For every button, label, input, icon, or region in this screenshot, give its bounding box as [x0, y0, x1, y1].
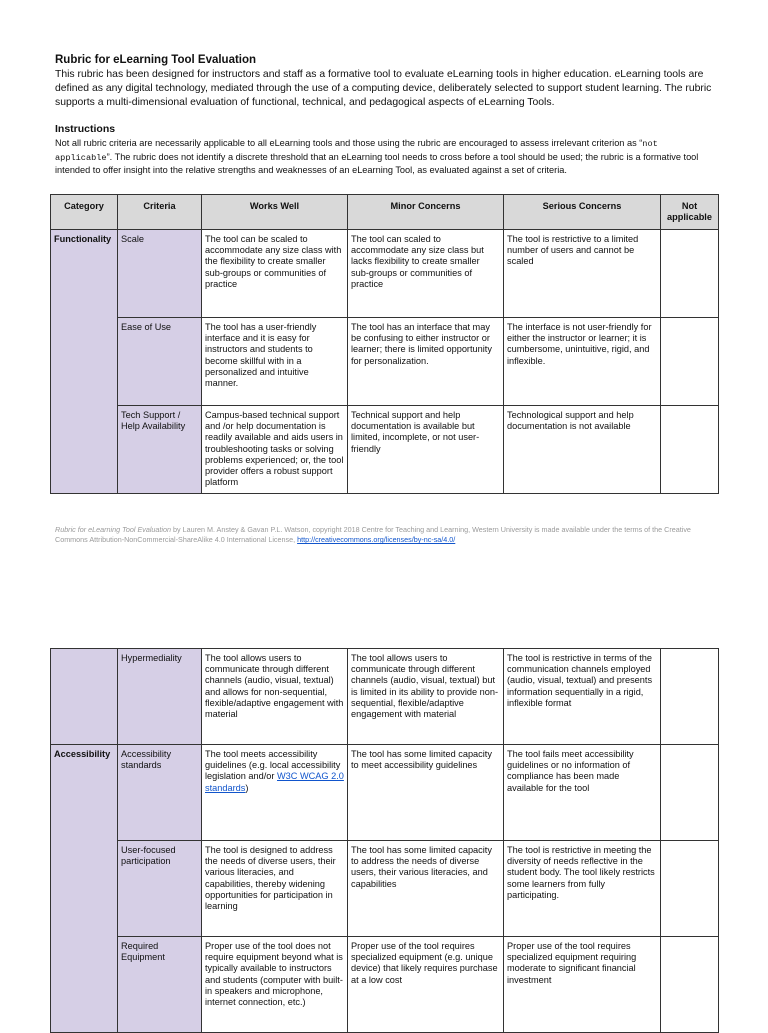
works-well-cell: [202, 745, 348, 841]
table-header-row: [51, 195, 719, 230]
serious-concerns-cell: The tool is restrictive in meeting the diversity of needs reflective in the student body. The tool likely restricts some learners from fully participating.: [504, 841, 661, 937]
header-category: Category: [51, 195, 118, 230]
header-serious-concerns: Serious Concerns: [504, 195, 661, 230]
wcag-link[interactable]: W3C WCAG 2.0 standards: [205, 771, 344, 793]
minor-concerns-cell: The tool has some limited capacity to address the needs of diverse users, their various literacies, and capabilities: [348, 841, 504, 937]
not-applicable-cell[interactable]: [661, 230, 719, 318]
not-applicable-cell[interactable]: [661, 841, 719, 937]
criteria-cell: User-focused participation: [118, 841, 202, 937]
not-applicable-cell[interactable]: [661, 649, 719, 745]
header-minor-concerns: Minor Concerns: [348, 195, 504, 230]
header-criteria: Criteria: [118, 195, 202, 230]
not-applicable-cell[interactable]: [661, 745, 719, 841]
instructions-heading: Instructions: [55, 123, 116, 135]
minor-concerns-cell: The tool can scaled to accommodate any size class but lacks flexibility to create smaller sub-groups or communities of practice: [348, 230, 504, 318]
minor-concerns-cell: Technical support and help documentation is available but limited, incomplete, or not user-friendly: [348, 406, 504, 494]
serious-concerns-cell: The tool fails meet accessibility guidelines or no information of compliance has been made available for the tool: [504, 745, 661, 841]
works-well-text-a: The tool meets accessibility guidelines (e.g. local accessibility legislation and/or: [205, 749, 341, 782]
works-well-text-b: ): [245, 782, 249, 793]
works-well-cell: The tool allows users to communicate through different channels (audio, visual, textual) and allows for non-sequential, flexible/adaptive engagement with material: [202, 649, 348, 745]
license-footer: [55, 525, 715, 545]
serious-concerns-cell: Proper use of the tool requires specialized equipment requiring moderate to significant financial investment: [504, 937, 661, 1033]
not-applicable-cell[interactable]: [661, 318, 719, 406]
works-well-cell: The tool is designed to address the needs of diverse users, their various literacies, and capabilities, thereby widening opportunities for participation in learning: [202, 841, 348, 937]
serious-concerns-cell: The interface is not user-friendly for either the instructor or learner; it is cumbersome, unintuitive, rigid, and inflexible.: [504, 318, 661, 406]
works-well-cell: Campus-based technical support and /or help documentation is readily available and aids users in troubleshooting tasks or solving problems experienced; or, the tool provider offers a robust support platform: [202, 406, 348, 494]
category-cell: Functionality: [51, 230, 118, 494]
not-applicable-cell[interactable]: [661, 937, 719, 1033]
rubric-table-page2: [50, 648, 719, 1033]
table-row: [51, 841, 719, 937]
works-well-cell: Proper use of the tool does not require equipment beyond what is typically available to instructors and students (computer with built-in speakers and microphone, internet connection, etc.): [202, 937, 348, 1033]
works-well-cell: The tool can be scaled to accommodate any size class with the flexibility to create smaller sub-groups or communities of practice: [202, 230, 348, 318]
instructions-paragraph: [55, 137, 715, 177]
footer-title: Rubric for eLearning Tool Evaluation: [55, 525, 172, 534]
category-cell: Accessibility: [51, 745, 118, 1033]
minor-concerns-cell: Proper use of the tool requires specialized equipment (e.g. unique device) that likely requires purchase at a low cost: [348, 937, 504, 1033]
serious-concerns-cell: Technological support and help documentation is not available: [504, 406, 661, 494]
criteria-cell: Accessibility standards: [118, 745, 202, 841]
table-row: [51, 318, 719, 406]
footer-text: by Lauren M. Anstey & Gavan P.L. Watson, copyright 2018 Centre for Teaching and Learning, Western University is made available under the terms of the Creative Commons Attribution-NonCommercial-ShareAlike 4.0 International License,: [55, 525, 691, 544]
criteria-cell: Hypermediality: [118, 649, 202, 745]
intro-paragraph: This rubric has been designed for instructors and staff as a formative tool to evaluate eLearning tools in higher education. eLearning tools are defined as any digital technology, mediated through the use of a computing device, deliberately selected to support student learning. The rubric supports a multi-dimensional evaluation of functional, technical, and pedagogical aspects of eLearning Tools.: [55, 69, 712, 108]
intro-section: [55, 54, 715, 177]
minor-concerns-cell: The tool has an interface that may be confusing to either instructor or learner; there is limited opportunity for personalization.: [348, 318, 504, 406]
header-works-well: Works Well: [202, 195, 348, 230]
criteria-cell: Ease of Use: [118, 318, 202, 406]
table-row: [51, 406, 719, 494]
instructions-text-a: Not all rubric criteria are necessarily applicable to all eLearning tools and those using the rubric are encouraged to assess irrelevant criterion as “: [55, 138, 643, 148]
instructions-text-b: ”. The rubric does not identify a discrete threshold that an eLearning tool needs to cross before a tool should be used; the rubric is a formative tool intended to offer insight into the relative strengths and weaknesses of an eLearning Tool, as evaluated against a set of criteria.: [55, 151, 699, 175]
criteria-cell: Tech Support / Help Availability: [118, 406, 202, 494]
works-well-cell: The tool has a user-friendly interface and it is easy for instructors and students to become skillful with in a personalized and intuitive manner.: [202, 318, 348, 406]
serious-concerns-cell: The tool is restrictive to a limited number of users and cannot be scaled: [504, 230, 661, 318]
criteria-cell: Scale: [118, 230, 202, 318]
category-cell: [51, 649, 118, 745]
page-title: Rubric for eLearning Tool Evaluation: [55, 54, 257, 66]
not-applicable-term: not applicable: [55, 139, 658, 163]
serious-concerns-cell: The tool is restrictive in terms of the communication channels employed (audio, visual, textual) and presents information sequentially in a rigid, inflexible format: [504, 649, 661, 745]
rubric-table-page1: [50, 194, 719, 494]
table-row: [51, 649, 719, 745]
table-row: [51, 745, 719, 841]
criteria-cell: Required Equipment: [118, 937, 202, 1033]
minor-concerns-cell: The tool allows users to communicate through different channels (audio, visual, textual) but is limited in its ability to provide non-sequential, flexible/adaptive engagement with material: [348, 649, 504, 745]
minor-concerns-cell: The tool has some limited capacity to meet accessibility guidelines: [348, 745, 504, 841]
header-not-applicable: Not applicable: [661, 195, 719, 230]
license-link[interactable]: http://creativecommons.org/licenses/by-nc-sa/4.0/: [297, 535, 456, 544]
table-row: [51, 937, 719, 1033]
table-row: [51, 230, 719, 318]
not-applicable-cell[interactable]: [661, 406, 719, 494]
